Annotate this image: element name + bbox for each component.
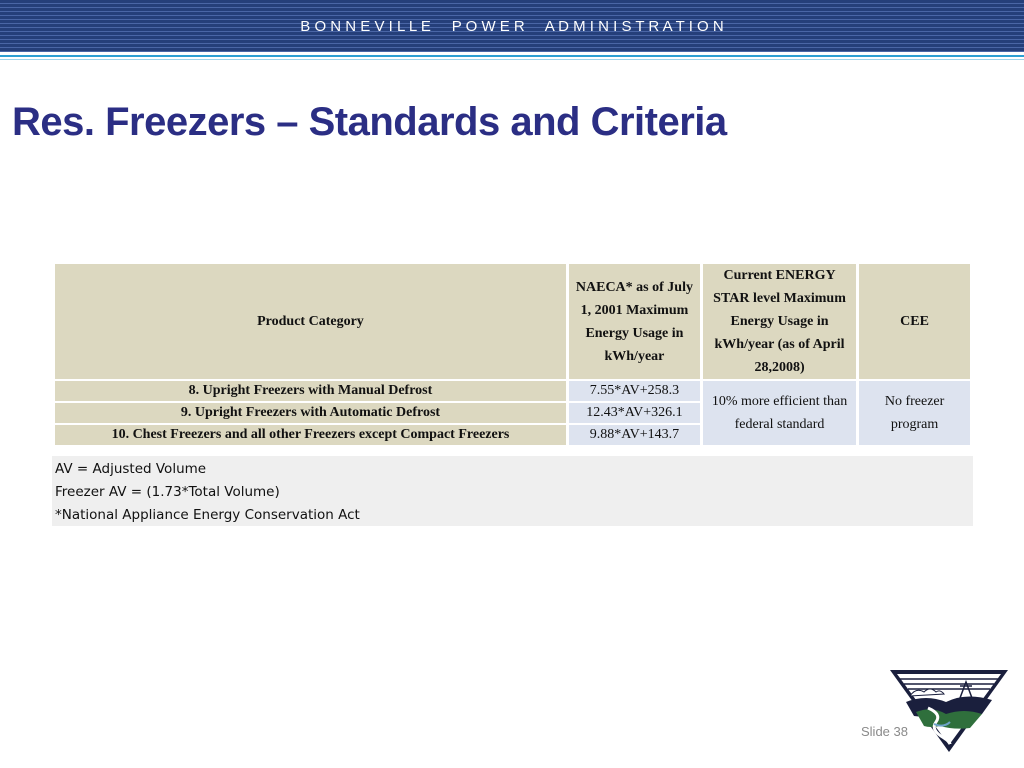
header-accent-line [0,55,1024,57]
table-row [55,381,970,401]
footnote: Freezer AV = (1.73*Total Volume) [55,484,280,500]
row-naeca-value: 7.55*AV+258.3 [569,381,700,401]
table-header-row [55,264,970,379]
page-title: Res. Freezers – Standards and Criteria [12,100,727,144]
energy-star-value: 10% more efficient than federal standard [703,381,856,445]
cee-value: No freezer program [859,381,970,445]
slide-number: Slide 38 [861,724,908,739]
header-product-category: Product Category [55,264,566,379]
footnote: AV = Adjusted Volume [55,461,207,477]
header-energy-star: Current ENERGY STAR level Maximum Energy Usage in kWh/year (as of April 28,2008) [703,264,856,379]
bpa-logo-icon [888,668,1010,754]
header-naeca: NAECA* as of July 1, 2001 Maximum Energy Usage in kWh/year [569,264,700,379]
footnote: *National Appliance Energy Conservation Act [55,507,360,523]
row-category: 10. Chest Freezers and all other Freezers except Compact Freezers [55,425,566,445]
org-name: B O N N E V I L L E P O W E R A D M I N I S T R A T I O N [300,17,724,35]
header-cee: CEE [859,264,970,379]
footnotes [52,456,973,526]
row-naeca-value: 12.43*AV+326.1 [569,403,700,423]
row-category: 8. Upright Freezers with Manual Defrost [55,381,566,401]
standards-table [52,262,973,447]
header-accent-line-thin [0,59,1024,60]
row-category: 9. Upright Freezers with Automatic Defrost [55,403,566,423]
row-naeca-value: 9.88*AV+143.7 [569,425,700,445]
